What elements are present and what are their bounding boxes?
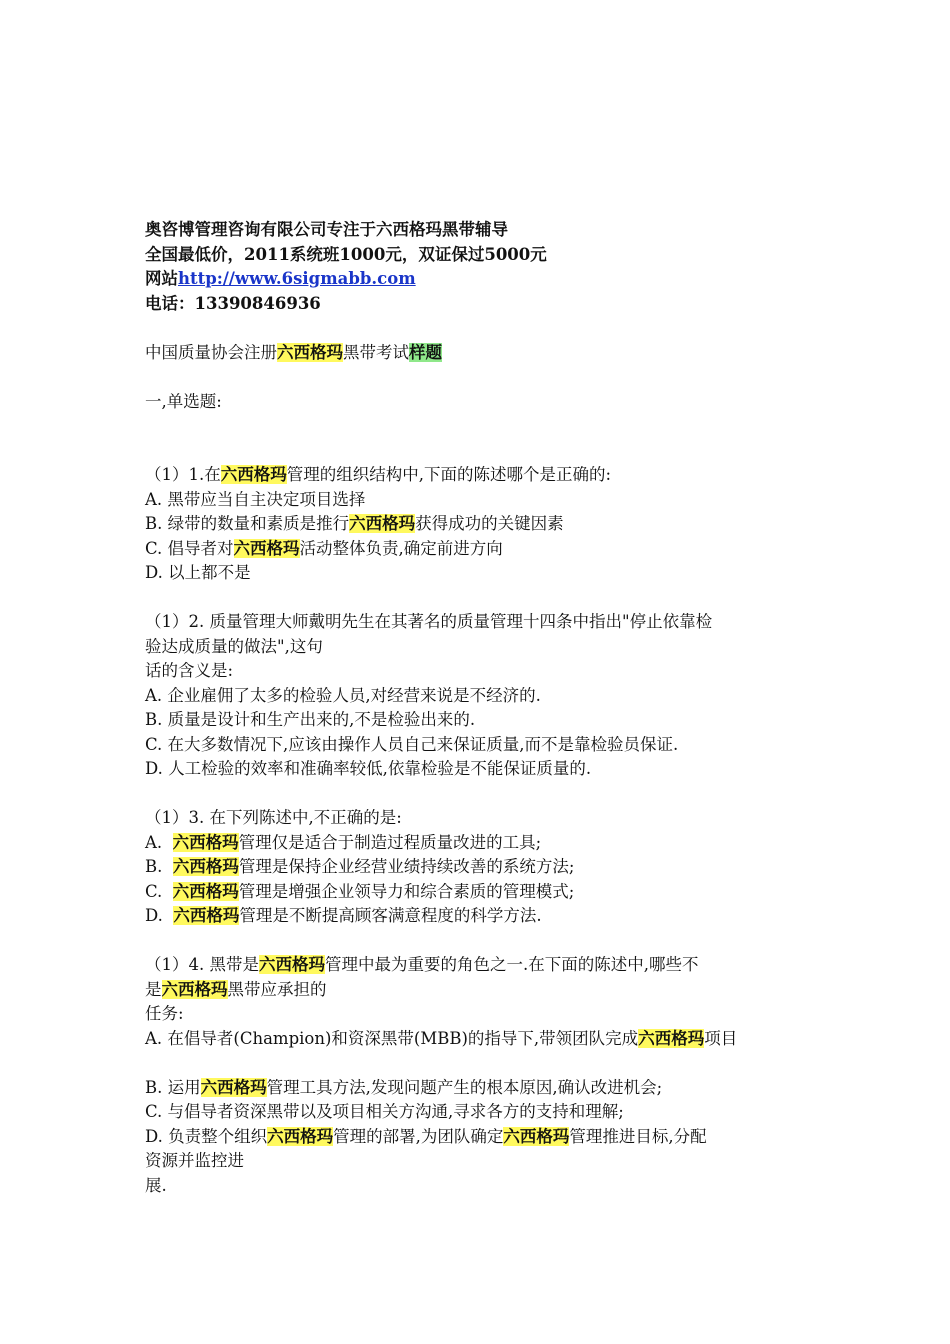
q3-stem: （1）3. 在下列陈述中,不正确的是:	[145, 808, 402, 827]
q2-option-d: D. 人工检验的效率和准确率较低,依靠检验是不能保证质量的.	[145, 759, 592, 778]
company-line: 奥咨博管理咨询有限公司专注于六西格玛黑带辅导	[145, 220, 508, 239]
q2-option-c: C. 在大多数情况下,应该由操作人员自己来保证质量,而不是靠检验员保证.	[145, 734, 679, 754]
q4-option-a: A. 在倡导者(Champion)和资深黑带(MBB)的指导下,带领团队完成六西格玛项目	[145, 1028, 738, 1048]
q1-option-a: A. 黑带应当自主决定项目选择	[145, 489, 366, 509]
exam-title: 中国质量协会注册六西格玛黑带考试样题	[145, 342, 442, 362]
q2-stem-3: 话的含义是:	[145, 661, 234, 680]
q3-option-a: A. 六西格玛管理仅是适合于制造过程质量改进的工具;	[145, 832, 542, 852]
q1-option-d: D. 以上都不是	[145, 563, 251, 582]
q3-option-d: D. 六西格玛管理是不断提高顾客满意程度的科学方法.	[145, 906, 542, 925]
q4-stem-1: （1）4. 黑带是六西格玛管理中最为重要的角色之一.在下面的陈述中,哪些不	[145, 955, 699, 974]
q4-option-d-cont-1: 资源并监控进	[145, 1151, 244, 1170]
q2-stem-1: （1）2. 质量管理大师戴明先生在其著名的质量管理十四条中指出"停止依靠检	[145, 612, 713, 631]
highlight-term: 六西格玛	[277, 342, 343, 362]
highlight-term-green: 样题	[409, 342, 442, 362]
q1-stem: （1）1.在六西格玛管理的组织结构中,下面的陈述哪个是正确的:	[145, 465, 612, 484]
website-label: 网站	[145, 269, 178, 288]
q4-option-b: B. 运用六西格玛管理工具方法,发现问题产生的根本原因,确认改进机会;	[145, 1077, 663, 1097]
q1-option-c: C. 倡导者对六西格玛活动整体负责,确定前进方向	[145, 538, 503, 558]
q4-stem-2: 是六西格玛黑带应承担的	[145, 979, 327, 999]
q4-option-d-cont-2: 展.	[145, 1175, 167, 1195]
section-heading: 一,单选题:	[145, 391, 222, 411]
q3-option-c: C. 六西格玛管理是增强企业领导力和综合素质的管理模式;	[145, 881, 575, 901]
phone-line: 电话：13390846936	[145, 293, 321, 313]
q1-option-b: B. 绿带的数量和素质是推行六西格玛获得成功的关键因素	[145, 514, 564, 533]
price-line: 全国最低价，2011系统班1000元，双证保过5000元	[145, 244, 547, 264]
website-link[interactable]: http://www.6sigmabb.com	[178, 269, 416, 288]
document-page	[145, 218, 815, 1198]
q3-option-b: B. 六西格玛管理是保持企业经营业绩持续改善的系统方法;	[145, 857, 575, 876]
q2-option-b: B. 质量是设计和生产出来的,不是检验出来的.	[145, 710, 476, 729]
q2-stem-2: 验达成质量的做法",这句	[145, 636, 323, 656]
q4-stem-3: 任务:	[145, 1004, 184, 1023]
q4-option-d: D. 负责整个组织六西格玛管理的部署,为团队确定六西格玛管理推进目标,分配	[145, 1126, 707, 1146]
q2-option-a: A. 企业雇佣了太多的检验人员,对经营来说是不经济的.	[145, 685, 541, 705]
website-line	[145, 267, 815, 292]
q4-option-c: C. 与倡导者资深黑带以及项目相关方沟通,寻求各方的支持和理解;	[145, 1102, 624, 1121]
